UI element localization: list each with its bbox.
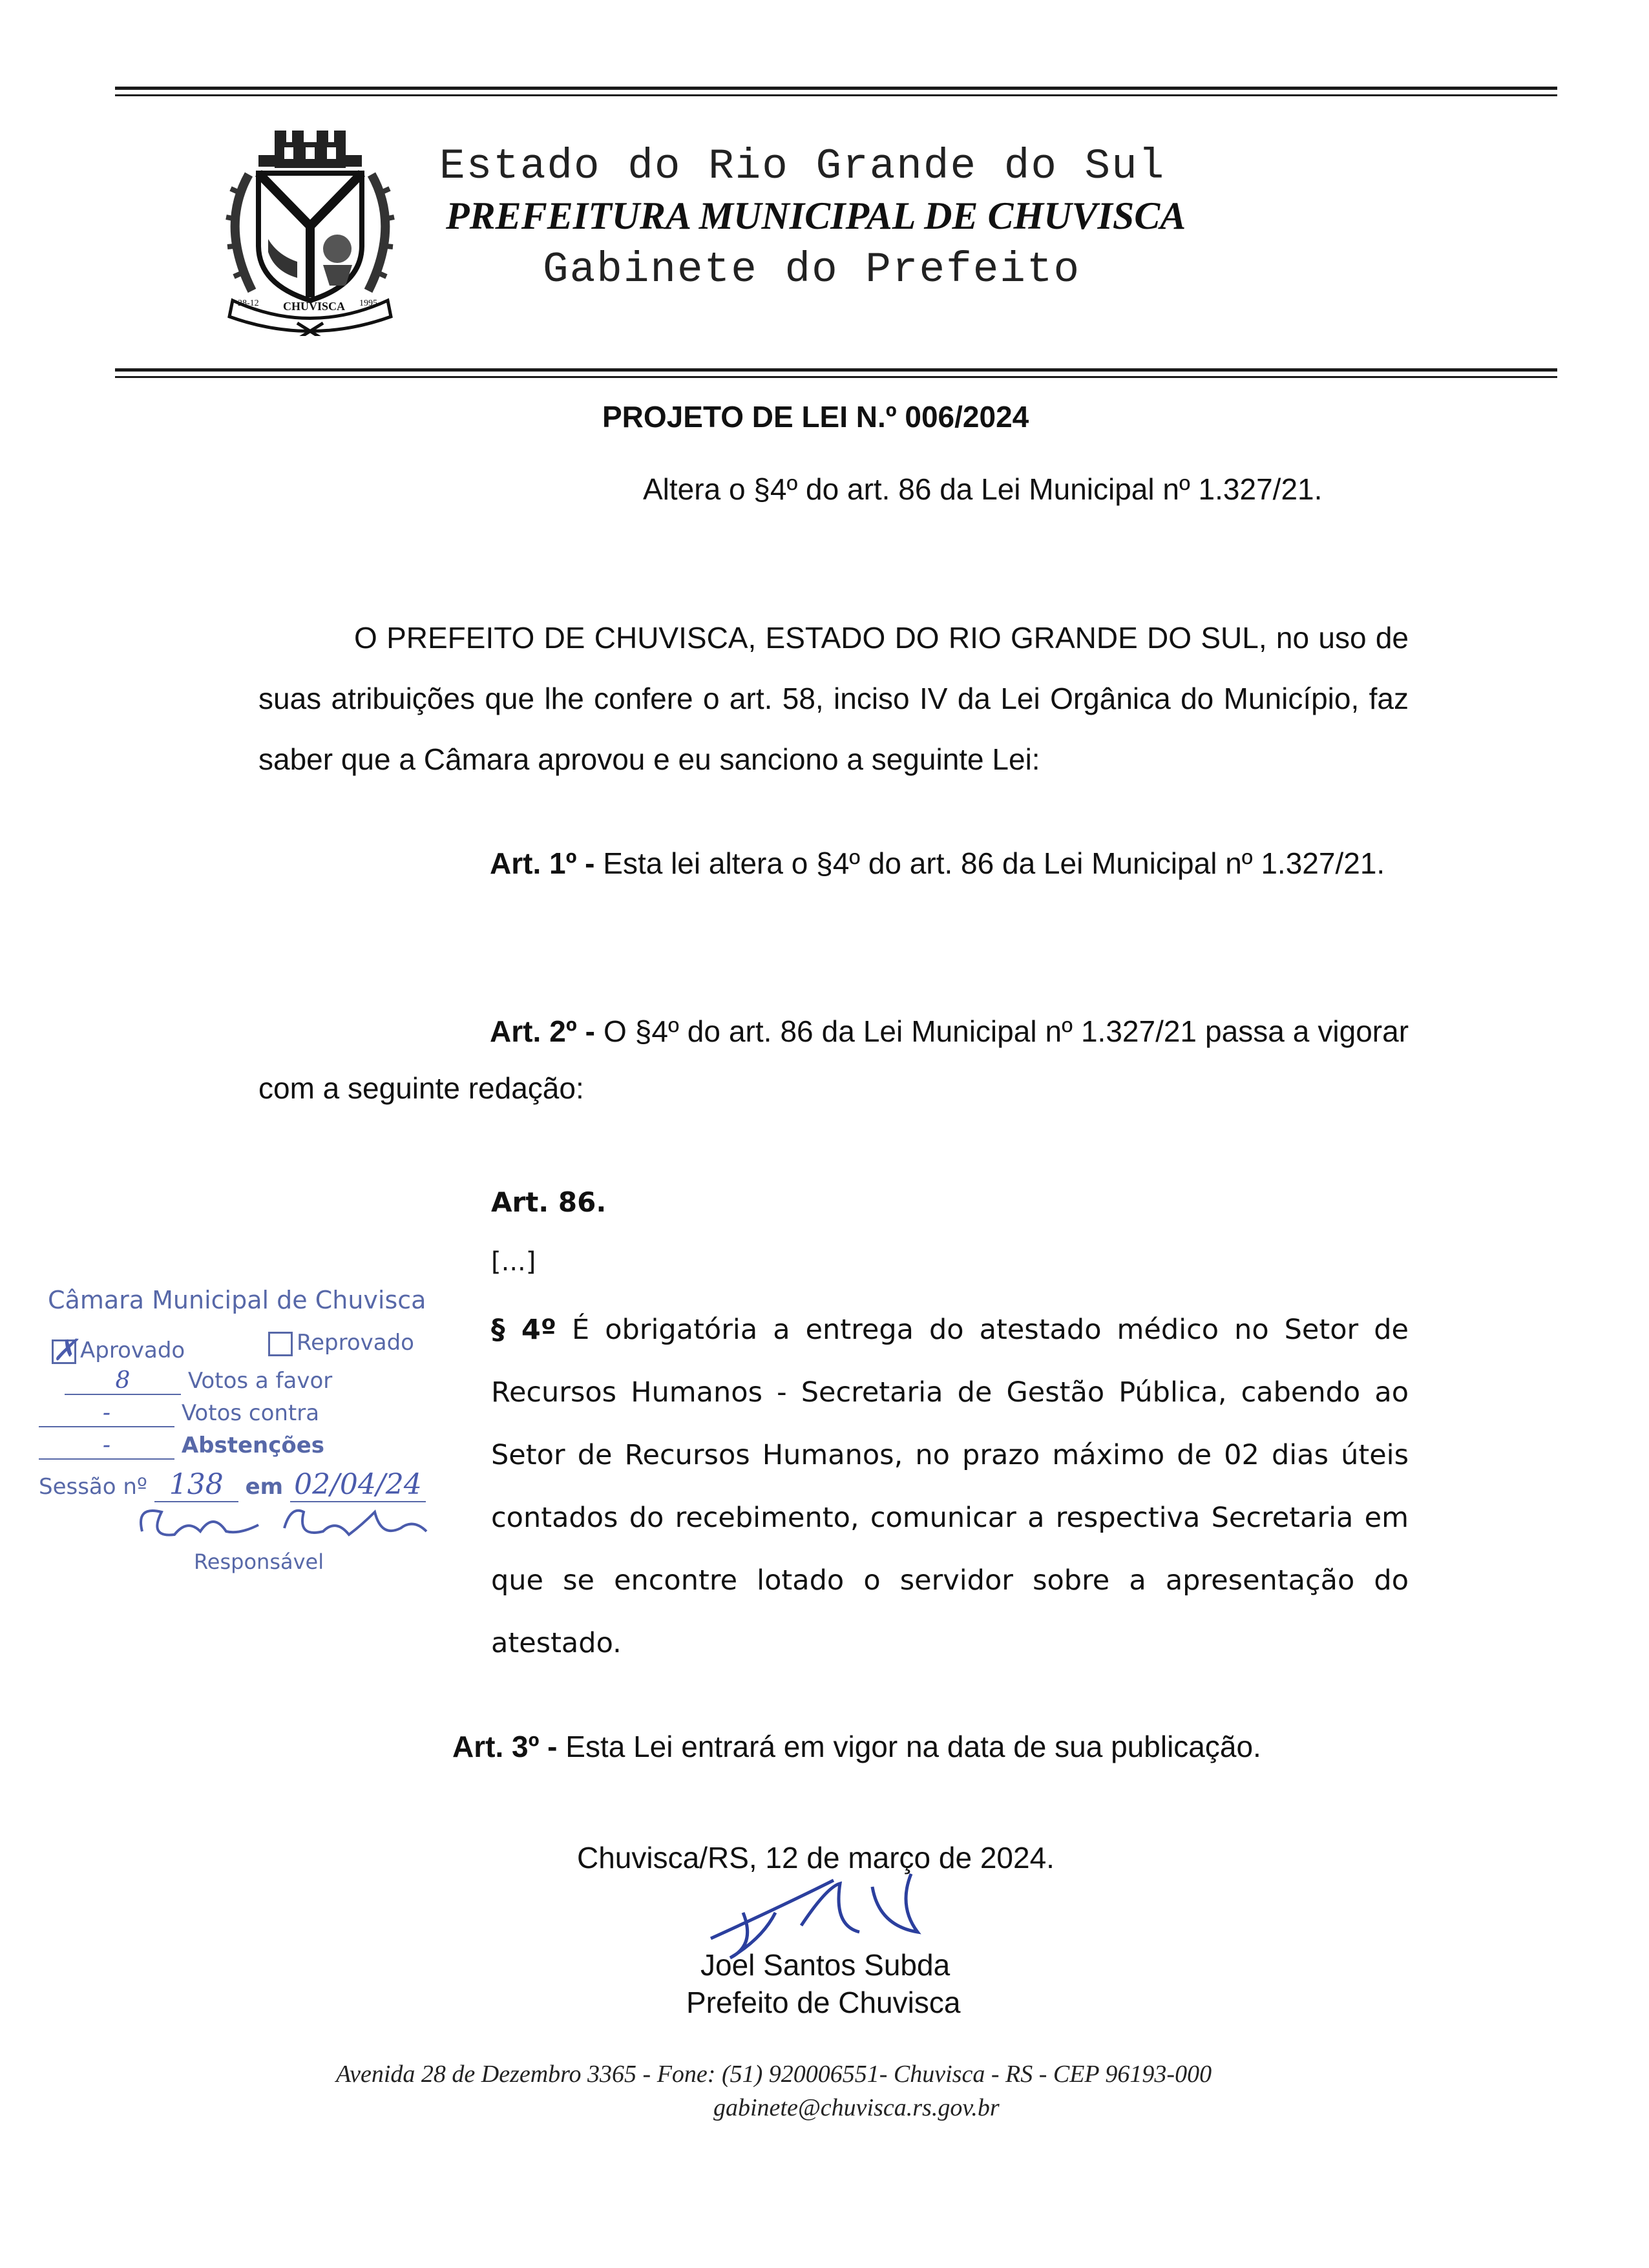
abstentions-label: Abstenções <box>181 1433 325 1458</box>
votes-for-line <box>65 1367 426 1395</box>
header-rule-bottom-1 <box>115 368 1557 372</box>
session-line <box>39 1468 459 1502</box>
place-date: Chuvisca/RS, 12 de março de 2024. <box>577 1841 1055 1874</box>
crest-year-right: 1995 <box>359 299 377 308</box>
chamber-stamp <box>39 1286 459 1590</box>
responsible-signature-icon <box>129 1499 439 1551</box>
rejected-checkbox <box>268 1332 293 1356</box>
header-state: Estado do Rio Grande do Sul <box>439 142 1166 191</box>
votes-for-value: 8 <box>65 1367 181 1395</box>
article-2-text: O §4º do art. 86 da Lei Municipal nº 1.327/21 passa a vigorar com a seguinte redação: <box>258 1014 1409 1105</box>
article-1-label: Art. 1º - <box>490 846 595 880</box>
header-rule-top-2 <box>115 94 1557 96</box>
signer-name: Joel Santos Subda <box>700 1948 951 1982</box>
article-3 <box>452 1729 1261 1764</box>
stamp-title: Câmara Municipal de Chuvisca <box>48 1286 426 1314</box>
session-label: Sessão nº <box>39 1474 147 1500</box>
crest-banner-text: CHUVISCA <box>283 300 346 313</box>
bill-summary: Altera o §4º do art. 86 da Lei Municipal nº 1.327/21. <box>643 472 1323 506</box>
art86-heading: Art. 86. <box>491 1186 607 1218</box>
header-prefecture: PREFEITURA MUNICIPAL DE CHUVISCA <box>446 194 1186 237</box>
abstentions-line <box>39 1432 426 1460</box>
rejected-label: Reprovado <box>297 1330 414 1356</box>
paragraph-4 <box>491 1299 1409 1675</box>
crest-year-left: 28-12 <box>238 299 259 308</box>
votes-for-label: Votos a favor <box>187 1368 333 1394</box>
responsible-label: Responsável <box>194 1549 324 1574</box>
preamble <box>258 607 1409 790</box>
article-2-label: Art. 2º - <box>490 1014 595 1048</box>
article-3-text: Esta Lei entrará em vigor na data de sua publicação. <box>565 1730 1261 1763</box>
footer-address: Avenida 28 de Dezembro 3365 - Fone: (51) 920006551- Chuvisca - RS - CEP 96193-000 <box>336 2061 1212 2088</box>
article-2 <box>258 1003 1409 1117</box>
preamble-text: O PREFEITO DE CHUVISCA, ESTADO DO RIO GRANDE DO SUL, no uso de suas atribuições que lhe confere o art. 58, inciso IV da Lei Orgânica do Município, faz saber que a Câmara aprovou e eu sanciono a seguinte Lei: <box>258 621 1409 776</box>
footer-email: gabinete@chuvisca.rs.gov.br <box>713 2094 1000 2121</box>
article-1-text: Esta lei altera o §4º do art. 86 da Lei Municipal nº 1.327/21. <box>603 846 1385 880</box>
article-1 <box>258 834 1409 893</box>
bill-title: PROJETO DE LEI N.º 006/2024 <box>602 400 1029 434</box>
session-number: 138 <box>154 1468 238 1502</box>
abstentions-value: - <box>39 1432 174 1460</box>
votes-against-label: Votos contra <box>181 1400 320 1426</box>
header-rule-bottom-2 <box>115 376 1557 378</box>
article-3-label: Art. 3º - <box>452 1730 558 1763</box>
municipal-crest <box>213 116 407 336</box>
responsible-signature <box>129 1499 439 1551</box>
signer-title: Prefeito de Chuvisca <box>686 1986 961 2019</box>
stamp-approved <box>52 1332 185 1367</box>
header-rule-top-1 <box>115 87 1557 90</box>
votes-against-value: - <box>39 1400 174 1427</box>
session-date-label: em <box>245 1474 284 1500</box>
session-date: 02/04/24 <box>290 1468 426 1502</box>
stamp-rejected <box>268 1330 414 1356</box>
approved-checkbox: ✗ <box>52 1332 78 1367</box>
votes-against-line <box>39 1400 426 1427</box>
header-office: Gabinete do Prefeito <box>543 246 1081 294</box>
art86-ellipsis: [...] <box>491 1247 536 1277</box>
paragraph-4-label: § 4º <box>491 1314 556 1346</box>
approved-label: Aprovado <box>80 1338 185 1363</box>
paragraph-4-text: É obrigatória a entrega do atestado médico no Setor de Recursos Humanos - Secretaria de Gestão Pública, cabendo ao Setor de Recursos Humanos, no prazo máximo de 02 dias úteis contados do recebimento, comunicar a respectiva Secretaria em que se encontre lotado o servidor sobre a apresentação do atestado. <box>491 1314 1409 1659</box>
